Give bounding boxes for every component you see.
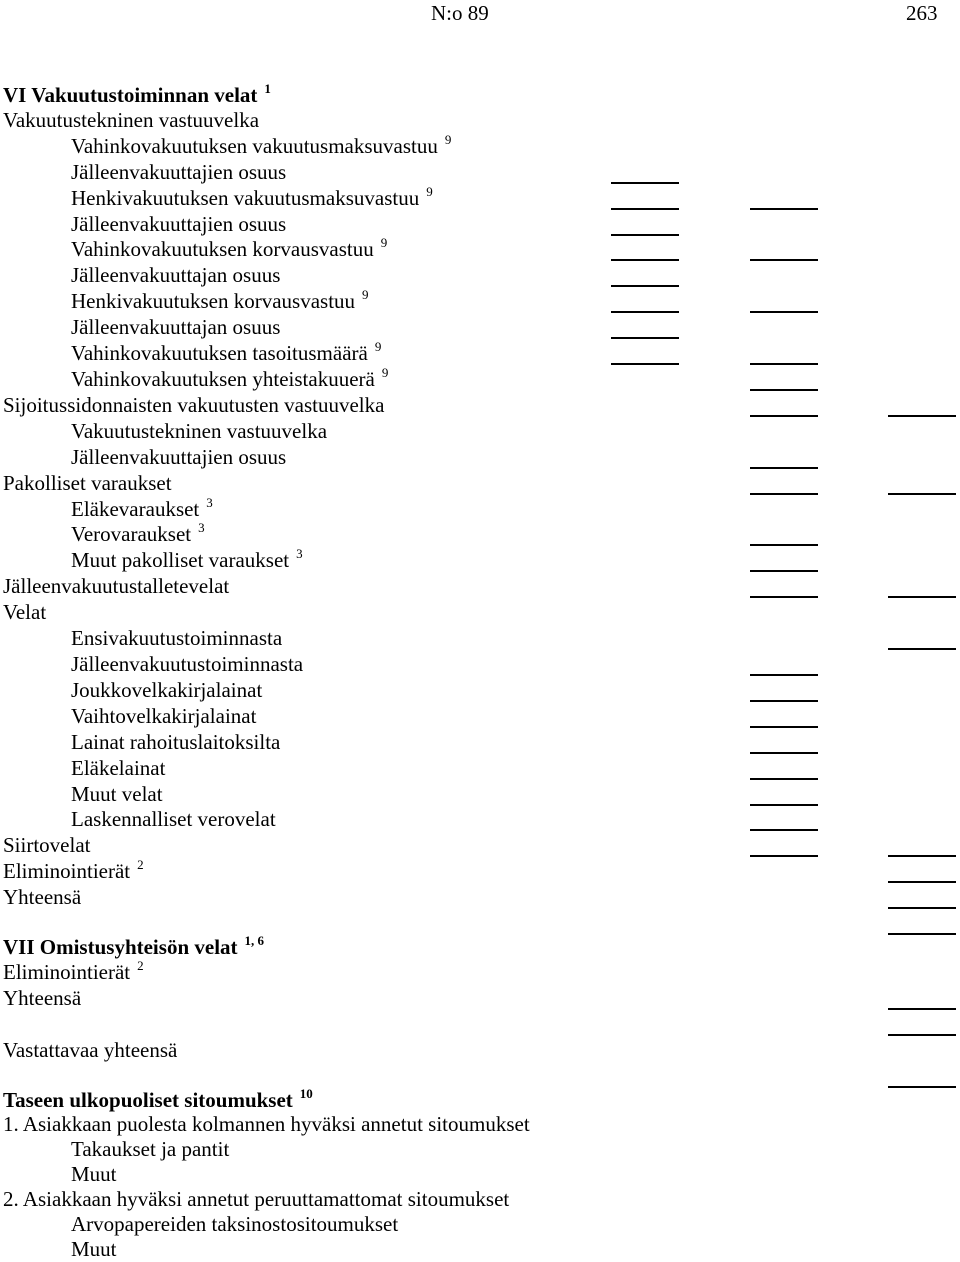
amount-blank-rule — [888, 493, 956, 495]
line-item-label: Laskennalliset verovelat — [71, 807, 276, 831]
page-number: 263 — [906, 1, 938, 25]
amount-blank-rule — [888, 596, 956, 598]
line-item — [3, 832, 91, 858]
footnote-reference: 3 — [198, 520, 205, 535]
amount-blank-rule — [611, 182, 679, 184]
document-number: N:o 89 — [431, 1, 489, 25]
line-item-label: Muut velat — [71, 782, 163, 806]
line-item — [3, 985, 81, 1011]
amount-blank-rule — [750, 467, 818, 469]
footnote-reference: 2 — [137, 958, 144, 973]
line-item — [71, 1211, 398, 1237]
section-heading — [3, 82, 271, 108]
amount-blank-rule — [750, 726, 818, 728]
line-item-label: Jälleenvakuuttajien osuus — [71, 445, 287, 469]
amount-blank-rule — [750, 829, 818, 831]
line-item-label: Taseen ulkopuoliset sitoumukset — [3, 1088, 293, 1112]
line-item — [71, 703, 256, 729]
line-item-label: Henkivakuutuksen vakuutusmaksuvastuu — [71, 186, 420, 210]
line-item — [71, 521, 205, 547]
line-item — [71, 418, 327, 444]
amount-blank-rule — [611, 259, 679, 261]
line-item-label: Arvopapereiden taksinostositoumukset — [71, 1212, 399, 1236]
line-item-label: Vahinkovakuutuksen yhteistakuuerä — [71, 367, 375, 391]
footnote-reference: 9 — [444, 132, 452, 147]
line-item-label: Yhteensä — [3, 885, 82, 909]
line-item-label: Velat — [3, 600, 47, 624]
line-item-label: Eliminointierät — [3, 859, 131, 883]
line-item — [71, 211, 286, 237]
line-item — [71, 781, 163, 807]
line-item-label: 2. Asiakkaan hyväksi annetut peruuttamattomat sitoumukset — [3, 1187, 510, 1211]
line-item — [71, 340, 381, 366]
line-item-label: Joukkovelkakirjalainat — [71, 678, 263, 702]
amount-blank-rule — [888, 415, 956, 417]
section-heading — [3, 934, 264, 960]
amount-blank-rule — [611, 285, 679, 287]
line-item — [71, 1136, 229, 1162]
amount-blank-rule — [611, 311, 679, 313]
line-item — [3, 959, 144, 985]
amount-blank-rule — [888, 1086, 956, 1088]
footnote-reference: 9 — [374, 339, 382, 354]
line-item-label: Muut pakolliset varaukset — [71, 548, 290, 572]
amount-blank-rule — [750, 752, 818, 754]
line-item — [3, 107, 259, 133]
line-item-label: Siirtovelat — [3, 833, 91, 857]
line-item-label: Eläkevaraukset — [71, 497, 200, 521]
line-item-label: VI Vakuutustoiminnan velat — [3, 83, 258, 107]
footnote-reference: 9 — [380, 235, 388, 250]
line-item — [71, 288, 369, 314]
line-item-label: Vastattavaa yhteensä — [3, 1038, 178, 1062]
line-item-label: Henkivakuutuksen korvausvastuu — [71, 289, 356, 313]
footnote-reference: 10 — [299, 1086, 313, 1101]
footnote-reference: 2 — [137, 857, 144, 872]
amount-blank-rule — [750, 778, 818, 780]
amount-blank-rule — [750, 259, 818, 261]
amount-blank-rule — [888, 881, 956, 883]
amount-blank-rule — [750, 208, 818, 210]
amount-blank-rule — [888, 907, 956, 909]
line-item-label: Vahinkovakuutuksen tasoitusmäärä — [71, 341, 368, 365]
amount-blank-rule — [888, 1034, 956, 1036]
line-item — [3, 858, 144, 884]
line-item — [3, 1186, 509, 1212]
line-item-label: Takaukset ja pantit — [71, 1137, 230, 1161]
amount-blank-rule — [750, 493, 818, 495]
line-item — [71, 262, 280, 288]
line-item-label: Eliminointierät — [3, 960, 131, 984]
line-item-label: Pakolliset varaukset — [3, 471, 172, 495]
line-item — [71, 547, 303, 573]
line-item — [71, 133, 451, 159]
line-item-label: Jälleenvakuuttajan osuus — [71, 315, 281, 339]
line-item-label: Muut — [71, 1162, 117, 1186]
footnote-reference: 9 — [362, 287, 369, 302]
line-item — [3, 470, 172, 496]
footnote-reference: 9 — [426, 184, 433, 199]
line-item-label: Jälleenvakuuttajan osuus — [71, 263, 281, 287]
line-item-label: 1. Asiakkaan puolesta kolmannen hyväksi annetut sitoumukset — [3, 1112, 530, 1136]
amount-blank-rule — [611, 363, 679, 365]
page-header — [0, 0, 960, 30]
line-item — [71, 651, 303, 677]
line-item — [71, 677, 262, 703]
line-item — [71, 496, 213, 522]
amount-blank-rule — [750, 415, 818, 417]
line-item — [3, 1111, 530, 1137]
line-item — [71, 366, 388, 392]
line-item-label: Jälleenvakuutustalletevelat — [3, 574, 230, 598]
line-item — [71, 236, 387, 262]
amount-blank-rule — [611, 234, 679, 236]
amount-blank-rule — [750, 700, 818, 702]
line-item-label: Vakuutustekninen vastuuvelka — [3, 108, 260, 132]
line-item-label: Jälleenvakuutustoiminnasta — [71, 652, 304, 676]
line-item-label: Lainat rahoituslaitoksilta — [71, 730, 281, 754]
amount-blank-rule — [888, 855, 956, 857]
footnote-reference: 1, 6 — [244, 933, 265, 948]
line-item — [3, 599, 46, 625]
line-item-label: Jälleenvakuuttajien osuus — [71, 212, 287, 236]
line-item — [3, 573, 229, 599]
section-heading — [3, 1087, 313, 1113]
amount-blank-rule — [750, 311, 818, 313]
amount-blank-rule — [888, 933, 956, 935]
amount-blank-rule — [750, 596, 818, 598]
amount-blank-rule — [611, 208, 679, 210]
line-item-label: Vahinkovakuutuksen vakuutusmaksuvastuu — [71, 134, 438, 158]
line-item — [71, 185, 433, 211]
line-item — [71, 729, 280, 755]
line-item — [71, 159, 286, 185]
footnote-reference: 3 — [296, 546, 303, 561]
amount-blank-rule — [750, 544, 818, 546]
amount-blank-rule — [750, 389, 818, 391]
amount-blank-rule — [611, 337, 679, 339]
line-item — [3, 1037, 177, 1063]
line-item-label: Jälleenvakuuttajien osuus — [71, 160, 287, 184]
line-item-label: Eläkelainat — [71, 756, 166, 780]
line-item-label: VII Omistusyhteisön velat — [3, 935, 238, 959]
footnote-reference: 1 — [264, 81, 271, 96]
amount-blank-rule — [750, 363, 818, 365]
amount-blank-rule — [750, 570, 818, 572]
line-item — [71, 314, 280, 340]
line-item — [3, 884, 81, 910]
line-item-label: Vahinkovakuutuksen korvausvastuu — [71, 237, 374, 261]
amount-blank-rule — [750, 674, 818, 676]
line-item-label: Sijoitussidonnaisten vakuutusten vastuuvelka — [3, 393, 385, 417]
line-item-label: Ensivakuutustoiminnasta — [71, 626, 283, 650]
line-item — [71, 625, 282, 651]
footnote-reference: 3 — [206, 495, 213, 510]
line-item — [71, 444, 286, 470]
amount-blank-rule — [750, 855, 818, 857]
line-item — [3, 392, 384, 418]
line-item-label: Verovaraukset — [71, 522, 192, 546]
amount-blank-rule — [888, 1008, 956, 1010]
line-item — [71, 1161, 117, 1187]
footnote-reference: 9 — [381, 365, 389, 380]
line-item — [71, 1236, 117, 1262]
amount-blank-rule — [750, 804, 818, 806]
amount-blank-rule — [888, 648, 956, 650]
line-item-label: Vakuutustekninen vastuuvelka — [71, 419, 328, 443]
line-item — [71, 806, 276, 832]
line-item-label: Yhteensä — [3, 986, 82, 1010]
line-item — [71, 755, 165, 781]
line-item-label: Vaihtovelkakirjalainat — [71, 704, 257, 728]
line-item-label: Muut — [71, 1237, 117, 1261]
